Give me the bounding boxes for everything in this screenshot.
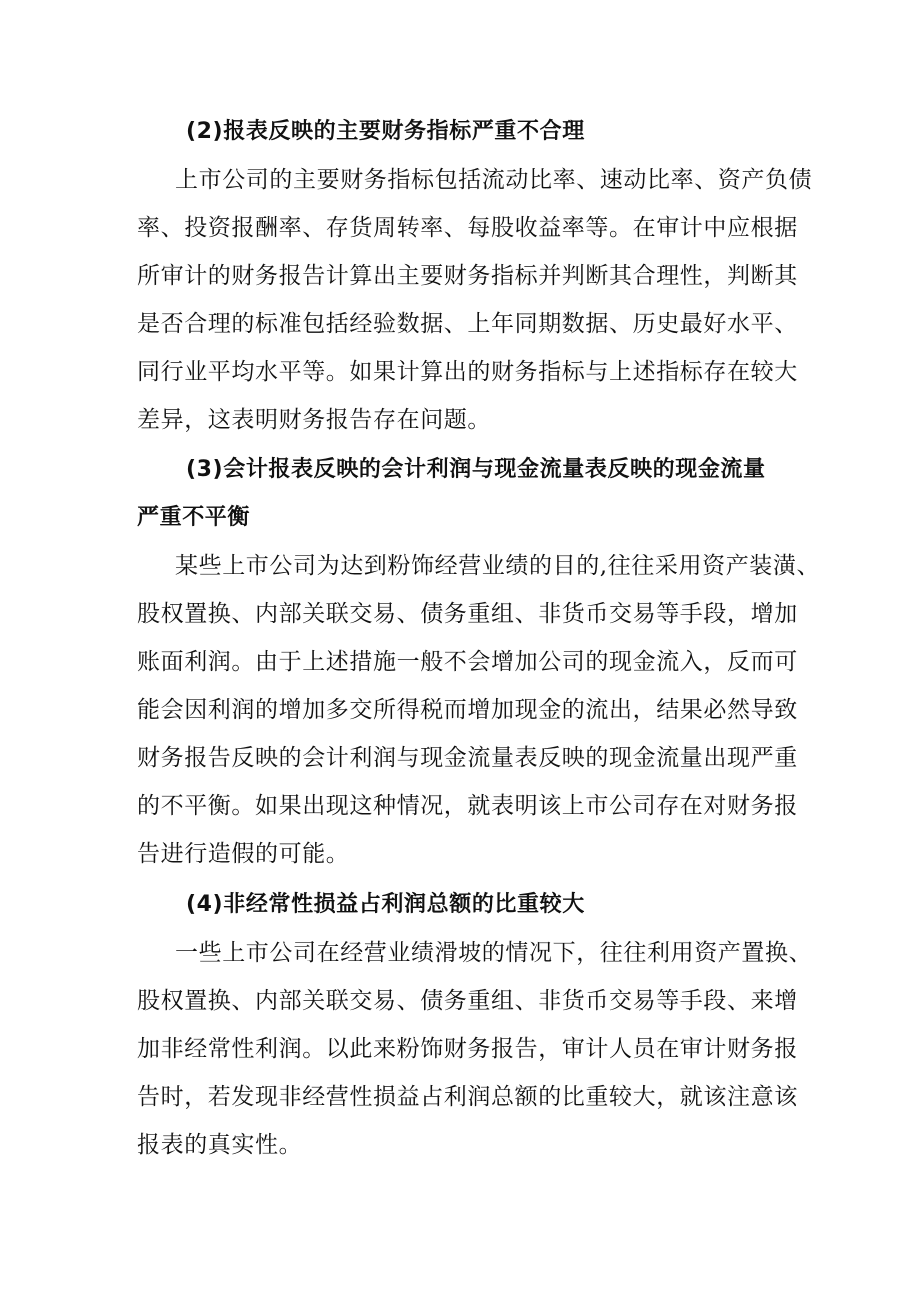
section-2-line-2: 率、投资报酬率、存货周转率、每股收益率等。在审计中应根据: [137, 215, 798, 241]
section-4-line-2: 股权置换、内部关联交易、债务重组、非货币交易等手段、来增: [137, 988, 798, 1014]
section-4-heading: (4)非经常性损益占利润总额的比重较大: [186, 892, 585, 917]
section-2-line-1: 上市公司的主要财务指标包括流动比率、速动比率、资产负债: [175, 167, 813, 193]
section-2-line-4: 是否合理的标准包括经验数据、上年同期数据、历史最好水平、: [137, 311, 798, 337]
section-3-line-4: 能会因利润的增加多交所得税而增加现金的流出，结果必然导致: [137, 697, 798, 723]
section-2-line-3: 所审计的财务报告计算出主要财务指标并判断其合理性，判断其: [137, 263, 798, 289]
section-2-line-5: 同行业平均水平等。如果计算出的财务指标与上述指标存在较大: [137, 359, 798, 385]
section-3-line-6: 的不平衡。如果出现这种情况，就表明该上市公司存在对财务报: [137, 793, 798, 819]
section-3-line-3: 账面利润。由于上述措施一般不会增加公司的现金流入，反而可: [137, 649, 798, 675]
section-2-heading: (2)报表反映的主要财务指标严重不合理: [186, 119, 585, 144]
section-2-line-6: 差异，这表明财务报告存在问题。: [137, 407, 491, 433]
section-3-heading-line-1: (3)会计报表反映的会计利润与现金流量表反映的现金流量: [186, 457, 766, 482]
section-3-heading-line-2: 严重不平衡: [137, 505, 251, 530]
section-4-line-1: 一些上市公司在经营业绩滑坡的情况下，往往利用资产置换、: [175, 940, 813, 966]
section-4-line-5: 报表的真实性。: [137, 1132, 303, 1158]
section-4-line-4: 告时，若发现非经营性损益占利润总额的比重较大，就该注意该: [137, 1084, 798, 1110]
section-3-line-2: 股权置换、内部关联交易、债务重组、非货币交易等手段，增加: [137, 601, 798, 627]
section-3-line-1: 某些上市公司为达到粉饰经营业绩的目的,往往采用资产装潢、: [175, 553, 821, 579]
section-4-line-3: 加非经常性利润。以此来粉饰财务报告，审计人员在审计财务报: [137, 1036, 798, 1062]
section-3-line-5: 财务报告反映的会计利润与现金流量表反映的现金流量出现严重: [137, 745, 798, 771]
section-3-line-7: 告进行造假的可能。: [137, 841, 350, 867]
